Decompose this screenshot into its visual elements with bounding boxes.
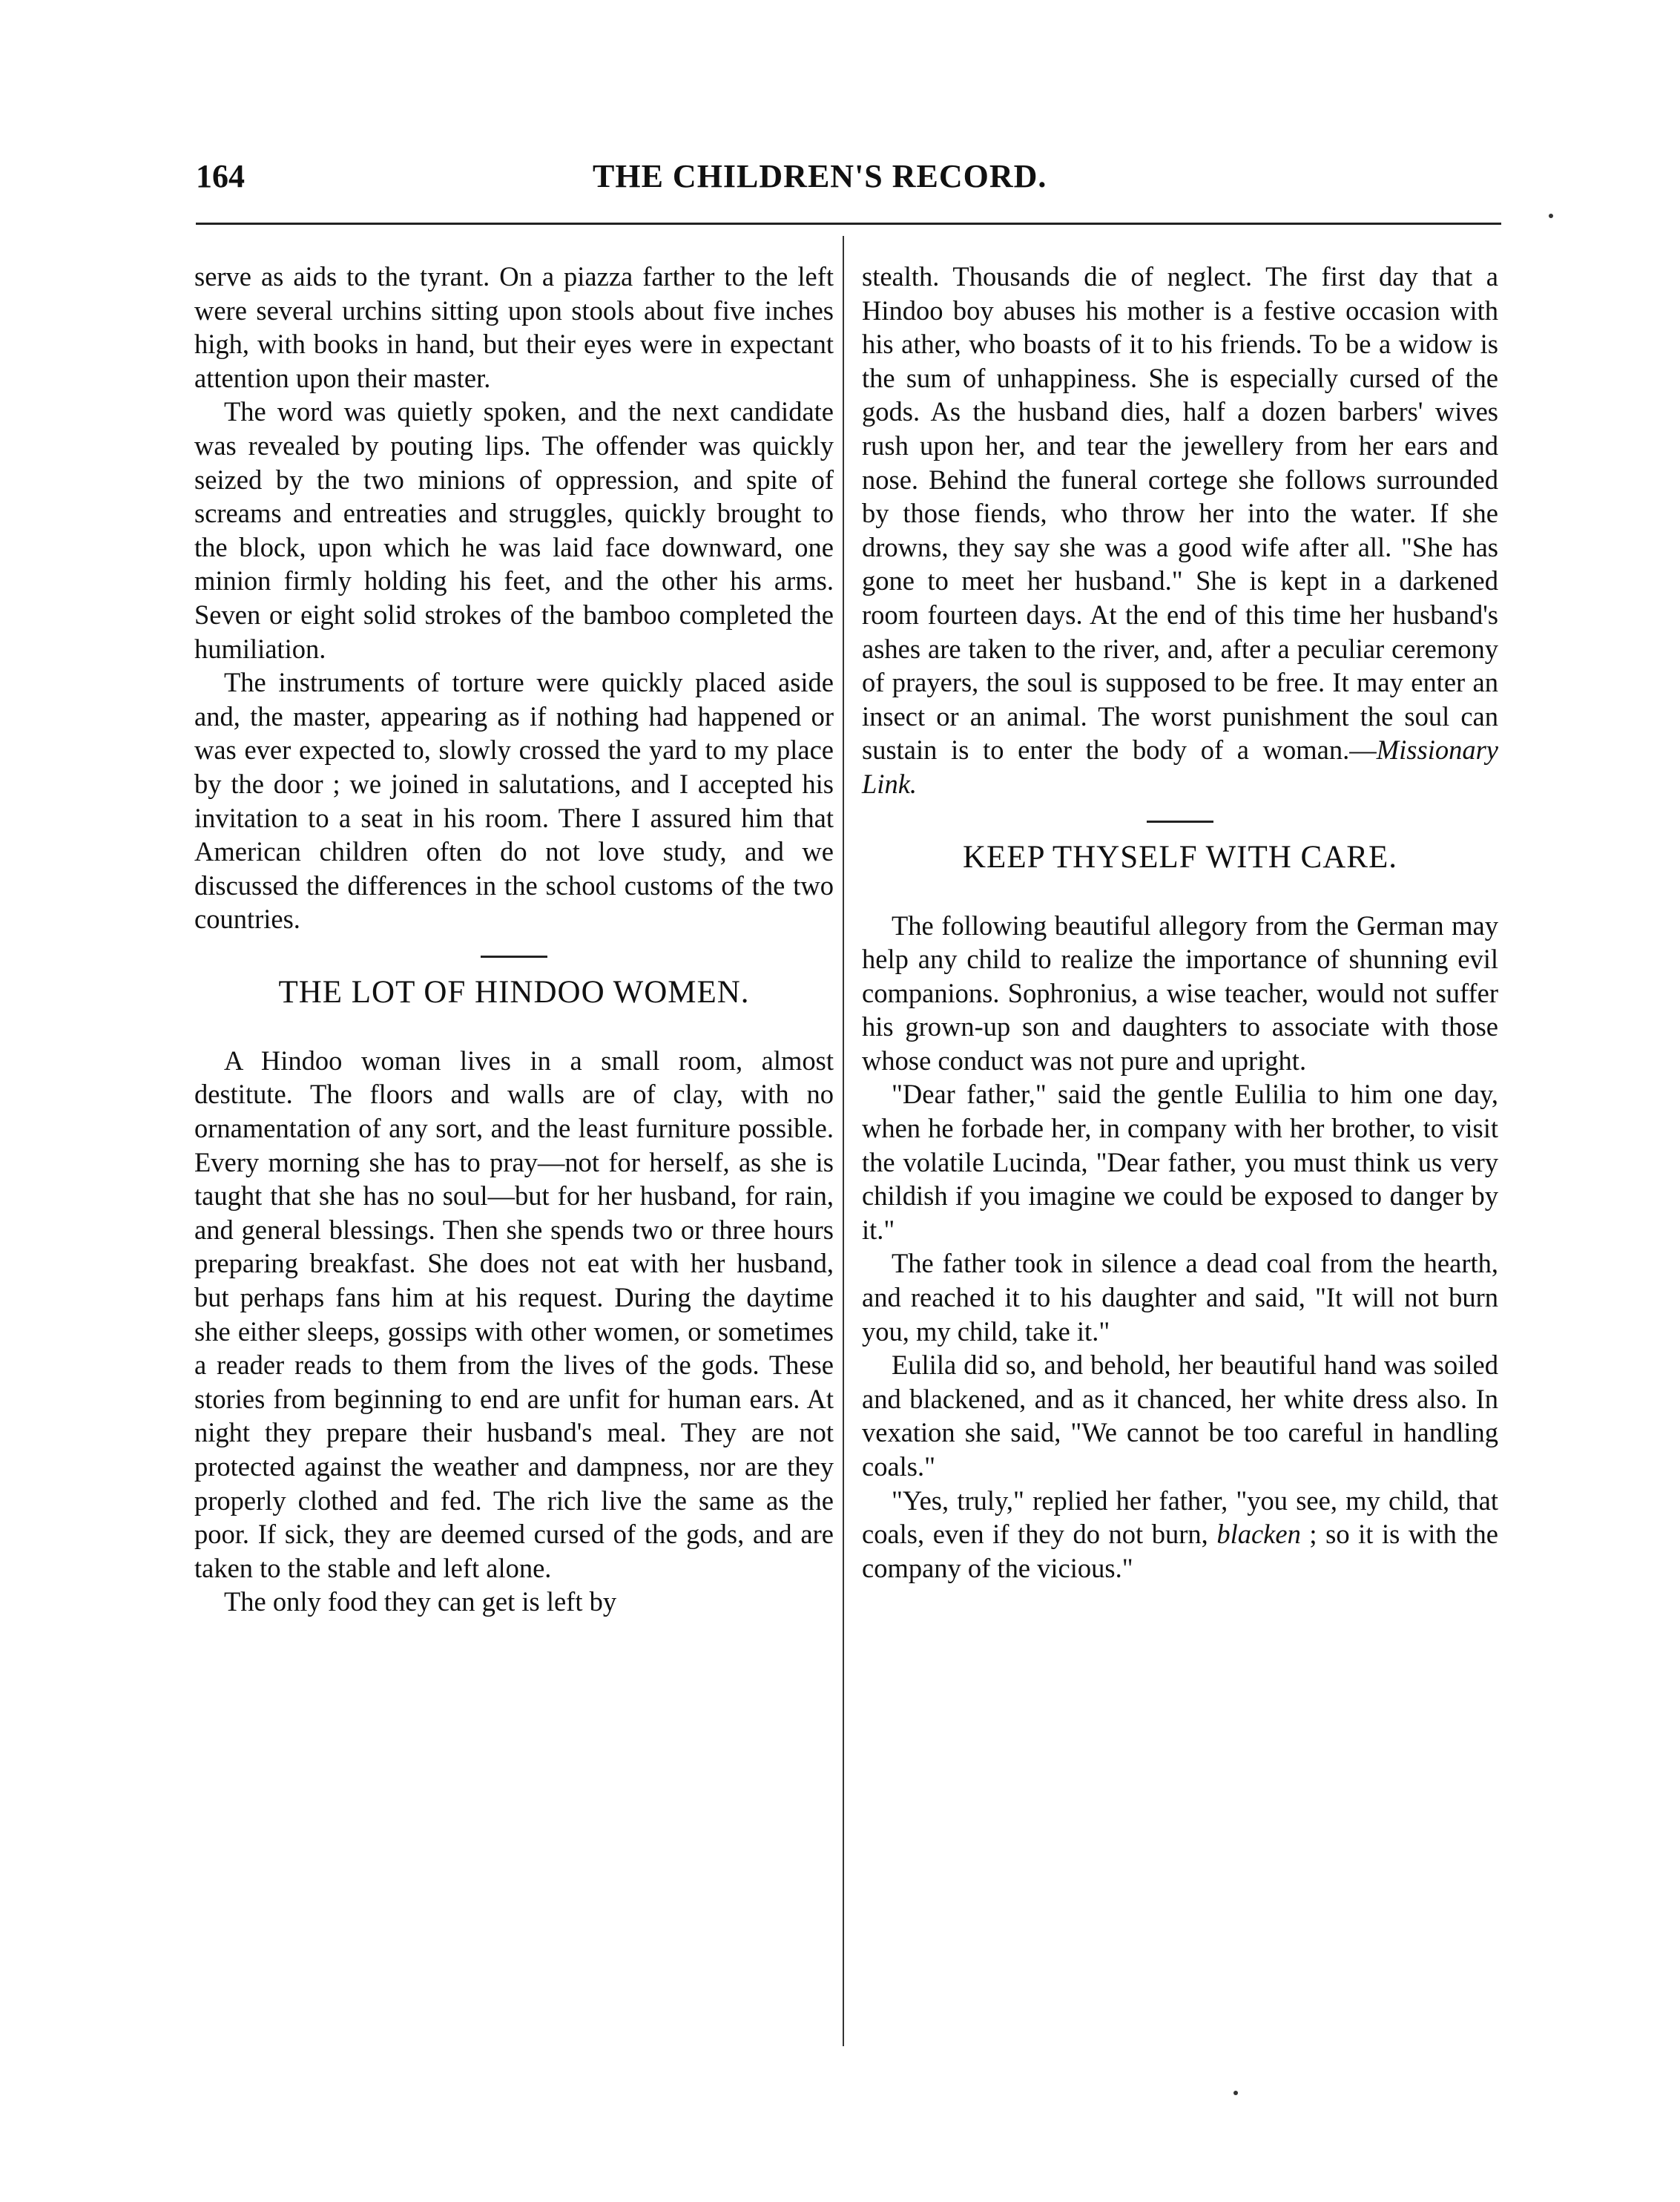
page-number: 164 <box>196 158 245 194</box>
left-column <box>194 260 834 1619</box>
paragraph-text: ; so it is with the company of the vicious." <box>862 1519 1498 1583</box>
paragraph-text: stealth. Thousands die of neglect. The first day that a Hindoo boy abuses his mother is a festive occasion with his ather, who boasts of it to his friends. To be a widow is the sum of unhappiness. She is especially cursed of the gods. As the husband dies, half a dozen barbers' wives rush upon her, and tear the jewellery from her ears and nose. Behind the funeral cortege she follows surrounded by those fiends, who throw her into the water. If she drowns, they say she was a good wife after all. "She has gone to meet her husband." She is kept in a darkened room fourteen days. At the end of this time her husband's ashes are taken to the river, and, after a peculiar ceremony of prayers, the soul is supposed to be free. It may enter an insect or an animal. The worst punishment the soul can sustain is to enter the body of a woman.— <box>862 261 1498 766</box>
speck <box>1233 2091 1238 2095</box>
paragraph <box>862 1484 1498 1585</box>
journal-title: THE CHILDREN'S RECORD. <box>593 158 1047 194</box>
section-title-keep-thyself: KEEP THYSELF WITH CARE. <box>963 839 1397 875</box>
paragraph-text: "Yes, truly," replied her father, "you see, my child, that coals, even if they do not burn, <box>862 1485 1498 1550</box>
paragraph: The following beautiful allegory from the German may help any child to realize the importance of shunning evil companions. Sophronius, a wise teacher, would not suffer his grown-up son and daughters to associate with those whose conduct was not pure and upright. <box>862 910 1498 1076</box>
column-divider <box>843 236 844 2046</box>
paragraph <box>862 260 1498 801</box>
header-rule <box>196 223 1501 225</box>
page-header <box>196 157 1501 208</box>
right-column <box>862 260 1498 1585</box>
paragraph: The only food they can get is left by <box>224 1586 617 1617</box>
section-divider <box>1147 821 1213 823</box>
section-title-hindoo-women: THE LOT OF HINDOO WOMEN. <box>278 974 750 1010</box>
speck <box>1549 214 1553 218</box>
paragraph: serve as aids to the tyrant. On a piazza farther to the left were several urchins sitting upon stools about five inches high, with books in hand, but their eyes were in expectant attention upon their master. <box>194 261 834 393</box>
attribution: Missionary Link. <box>862 734 1498 799</box>
paragraph: The father took in silence a dead coal from the hearth, and reached it to his daughter and said, "It will not burn you, my child, take it." <box>862 1248 1498 1347</box>
emphasis: blacken <box>1216 1519 1301 1550</box>
paragraph: A Hindoo woman lives in a small room, almost destitute. The floors and walls are of clay, with no ornamentation of any sort, and the least furniture possible. Every morning she has to pray—not for herself, as she is taught that she has no soul—but for her husband, for rain, and general blessings. Then she spends two or three hours preparing breakfast. She does not eat with her husband, but perhaps fans him at his request. During the daytime she either sleeps, gossips with other women, or sometimes a reader reads to them from the lives of the gods. These stories from beginning to end are unfit for human ears. At night they prepare their husband's meal. They are not protected against the weather and dampness, nor are they properly clothed and fed. The rich live the same as the poor. If sick, they are deemed cursed of the gods, and are taken to the stable and left alone. <box>194 1045 834 1583</box>
section-divider <box>481 956 547 958</box>
paragraph: The word was quietly spoken, and the next candidate was revealed by pouting lips. The offender was quickly seized by the two minions of oppression, and spite of screams and entreaties and struggles, quickly brought to the block, upon which he was laid face downward, one minion firmly holding his feet, and the other his arms. Seven or eight solid strokes of the bamboo completed the humiliation. <box>194 396 834 664</box>
paragraph: The instruments of torture were quickly placed aside and, the master, appearing as if nothing had happened or was ever expected to, slowly crossed the yard to my place by the door ; we joined in salutations, and I accepted his invitation to a seat in his room. There I assured him that American children often do not love study, and we discussed the differences in the school customs of the two countries. <box>194 667 834 935</box>
paragraph: Eulila did so, and behold, her beautiful hand was soiled and blackened, and as it chanced, her white dress also. In vexation she said, "We cannot be too careful in handling coals." <box>862 1350 1498 1482</box>
paragraph: "Dear father," said the gentle Eulilia to him one day, when he forbade her, in company with her brother, to visit the volatile Lucinda, "Dear father, you must think us very childish if you imagine we could be exposed to danger by it." <box>862 1079 1498 1245</box>
